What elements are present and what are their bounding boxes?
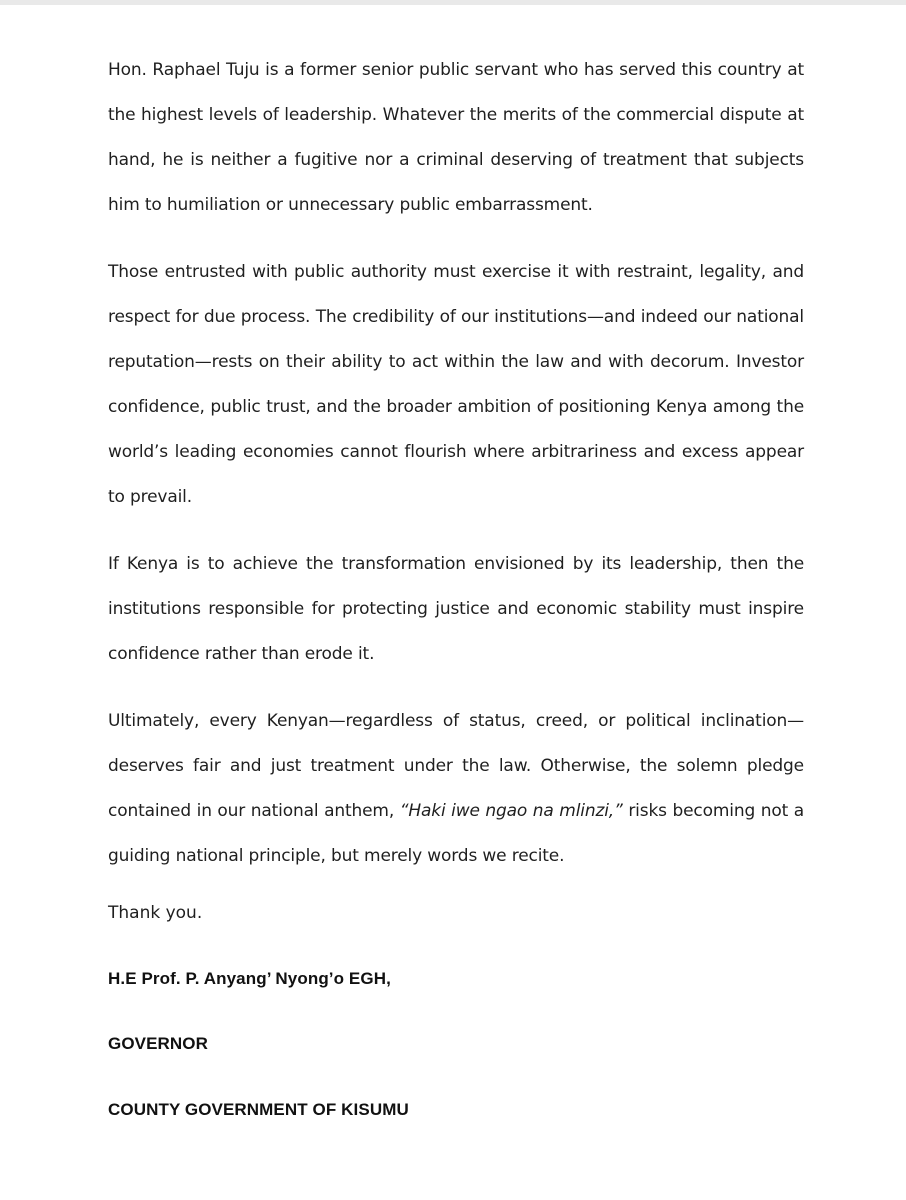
- paragraph-transformation: [108, 542, 804, 677]
- paragraph-text: Those entrusted with public authority must exercise it with restraint, legality, and respect for due process. The credibility of our institutions—and indeed our national reputation—rests on their ability to act within the law and with decorum. Investor confidence, public trust, and the broader ambition of positioning Kenya among the world’s leading economies cannot flourish where arbitrariness and excess appear to prevail.: [108, 262, 804, 507]
- paragraph-tuju: [108, 48, 804, 228]
- paragraph-text-continued: risks becoming not a guiding national principle, but merely words we recite.: [108, 801, 804, 866]
- closing-thanks: Thank you.: [108, 903, 203, 923]
- signatory-title: GOVERNOR: [108, 1034, 208, 1053]
- paragraph-public-authority: [108, 250, 804, 520]
- anthem-quote: “Haki iwe ngao na mlinzi,”: [399, 801, 623, 821]
- paragraph-text: Ultimately, every Kenyan—regardless of status, creed, or political inclination—deserves fair and just treatment under the law. Otherwise, the solemn pledge contained in our national anthem,: [108, 711, 804, 821]
- signatory-name: H.E Prof. P. Anyang’ Nyong’o EGH,: [108, 969, 391, 988]
- top-edge-shade: [0, 0, 906, 5]
- signatory-organization: COUNTY GOVERNMENT OF KISUMU: [108, 1100, 409, 1119]
- paragraph-text: Hon. Raphael Tuju is a former senior public servant who has served this country at the highest levels of leadership. Whatever the merits of the commercial dispute at hand, he is neither a fugitive nor a criminal deserving of treatment that subjects him to humiliation or unnecessary public embarrassment.: [108, 60, 804, 215]
- paragraph-text: If Kenya is to achieve the transformation envisioned by its leadership, then the institutions responsible for protecting justice and economic stability must inspire confidence rather than erode it.: [108, 554, 804, 664]
- letter-body: [108, 48, 804, 1119]
- paragraph-anthem: [108, 699, 804, 879]
